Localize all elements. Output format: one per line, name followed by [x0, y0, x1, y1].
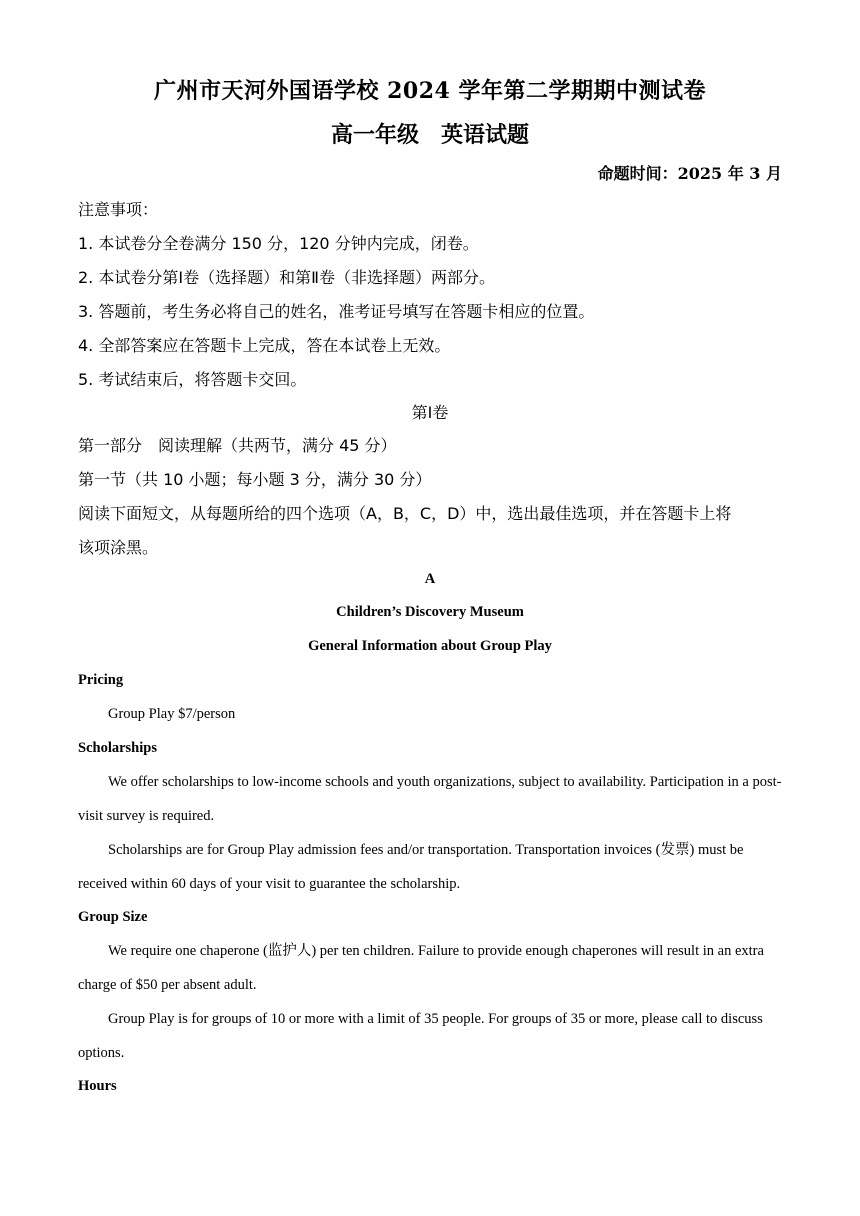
note-item-2: 2. 本试卷分第Ⅰ卷（选择题）和第Ⅱ卷（非选择题）两部分。: [78, 268, 495, 287]
hours-heading: Hours: [78, 1078, 117, 1094]
group-size-paragraph-1: We require one chaperone (监护人) per ten children. Failure to provide enough chaperones will result in an extra charge of $50 per absent adult.: [78, 943, 764, 993]
subject-label: 英语试题: [441, 122, 530, 148]
grade-label: 高一年级: [330, 122, 419, 148]
note-item-1: 1. 本试卷分全卷满分 150 分，120 分钟内完成，闭卷。: [78, 234, 479, 253]
passage-subtitle: General Information about Group Play: [308, 638, 552, 654]
instructions-line-2: 该项涂黑。: [78, 538, 159, 557]
passage-title: Children’s Discovery Museum: [336, 604, 524, 620]
scholarships-paragraph-2: Scholarships are for Group Play admission fees and/or transportation. Transportation invoices (发票) must be received within 60 days of your visit to guarantee the scholarship.: [78, 842, 744, 892]
group-size-paragraph-2: Group Play is for groups of 10 or more with a limit of 35 people. For groups of 35 or more, please call to discuss options.: [78, 1011, 763, 1061]
note-item-4: 4. 全部答案应在答题卡上完成，答在本试卷上无效。: [78, 336, 451, 355]
pricing-text: Group Play $7/person: [108, 706, 236, 722]
part-heading: 第一部分 阅读理解（共两节，满分 45 分）: [78, 436, 397, 455]
note-item-3: 3. 答题前，考生务必将自己的姓名，准考证号填写在答题卡相应的位置。: [78, 302, 595, 321]
pricing-heading: Pricing: [78, 672, 124, 688]
exam-subtitle: [0, 118, 860, 149]
exam-title: 广州市天河外国语学校 2024 学年第二学期期中测试卷: [153, 78, 707, 104]
volume-heading: 第Ⅰ卷: [411, 403, 449, 422]
notes-heading: 注意事项：: [78, 200, 159, 219]
instructions-line-1: 阅读下面短文，从每题所给的四个选项（A，B，C，D）中，选出最佳选项，并在答题卡上将: [78, 504, 732, 523]
group-size-heading: Group Size: [78, 909, 148, 925]
note-item-5: 5. 考试结束后，将答题卡交回。: [78, 370, 307, 389]
exam-date: 命题时间：2025 年 3 月: [597, 164, 782, 183]
scholarships-heading: Scholarships: [78, 740, 157, 756]
passage-letter: A: [424, 571, 436, 587]
subsection-heading: 第一节（共 10 小题；每小题 3 分，满分 30 分）: [78, 470, 432, 489]
scholarships-paragraph-1: We offer scholarships to low-income schools and youth organizations, subject to availability. Participation in a post-visit survey is required.: [78, 774, 782, 824]
